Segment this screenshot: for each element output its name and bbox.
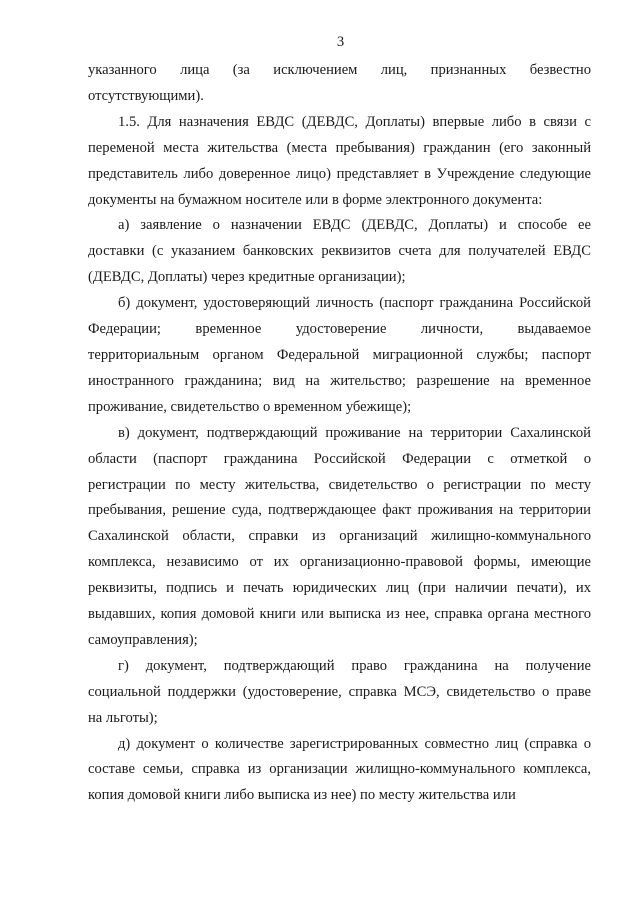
paragraph bbox=[88, 213, 591, 291]
text-line: составе семьи, справка из организации жилищно-коммунального комплекса, bbox=[88, 761, 591, 778]
paragraph bbox=[88, 58, 591, 110]
text-line: области (паспорт гражданина Российской Федерации с отметкой о bbox=[88, 450, 591, 467]
paragraph bbox=[88, 654, 591, 732]
text-line: иностранного гражданина; вид на жительство; разрешение на временное bbox=[88, 372, 591, 389]
text-line: пребывания, решение суда, подтверждающее факт проживания на территории bbox=[88, 502, 591, 519]
text-line: 1.5. Для назначения ЕВДС (ДЕВДС, Доплаты) впервые либо в связи с bbox=[118, 113, 591, 130]
text-line: г) документ, подтверждающий право гражданина на получение bbox=[118, 657, 591, 674]
page-number: 3 bbox=[336, 34, 345, 50]
paragraph bbox=[88, 421, 591, 654]
text-line: представитель либо доверенное лицо) представляет в Учреждение следующие bbox=[88, 165, 591, 182]
text-line: копия домовой книги либо выписка из нее) по месту жительства или bbox=[88, 787, 516, 804]
text-line: б) документ, удостоверяющий личность (паспорт гражданина Российской bbox=[118, 295, 591, 312]
text-line: в) документ, подтверждающий проживание на территории Сахалинской bbox=[118, 424, 591, 441]
text-line: самоуправления); bbox=[88, 631, 198, 648]
text-line: доставки (с указанием банковских реквизитов счета для получателей ЕВДС bbox=[88, 243, 591, 260]
text-line: территориальным органом Федеральной миграционной службы; паспорт bbox=[88, 346, 591, 363]
text-line: указанного лица (за исключением лиц, признанных безвестно bbox=[88, 62, 591, 78]
text-line: д) документ о количестве зарегистрированных совместно лиц (справка о bbox=[118, 735, 591, 752]
text-line: реквизиты, подпись и печать юридических лиц (при наличии печати), их bbox=[88, 580, 591, 597]
document-page bbox=[88, 32, 591, 809]
text-line: проживание, свидетельство о временном убежище); bbox=[88, 398, 412, 415]
paragraph bbox=[88, 110, 591, 214]
text-line: выдавших, копия домовой книги или выписка из нее, справка органа местного bbox=[88, 606, 591, 623]
text-line: отсутствующими). bbox=[88, 87, 204, 104]
text-line: регистрации по месту жительства, свидетельство о регистрации по месту bbox=[88, 476, 591, 493]
paragraph bbox=[88, 291, 591, 421]
text-line: комплекса, независимо от их организационно-правовой формы, имеющие bbox=[88, 554, 591, 571]
text-line: социальной поддержки (удостоверение, справка МСЭ, свидетельство о праве bbox=[88, 683, 591, 700]
text-line: Федерации; временное удостоверение личности, выдаваемое bbox=[88, 321, 591, 338]
document-body bbox=[88, 58, 591, 809]
text-line: а) заявление о назначении ЕВДС (ДЕВДС, Доплаты) и способе ее bbox=[118, 217, 591, 234]
text-line: документы на бумажном носителе или в форме электронного документа: bbox=[88, 191, 543, 208]
text-line: на льготы); bbox=[88, 709, 158, 726]
text-line: (ДЕВДС, Доплаты) через кредитные организации); bbox=[88, 269, 406, 286]
text-line: Сахалинской области, справки из организаций жилищно-коммунального bbox=[88, 528, 591, 545]
paragraph bbox=[88, 732, 591, 810]
text-line: переменой места жительства (места пребывания) гражданин (его законный bbox=[88, 139, 591, 156]
